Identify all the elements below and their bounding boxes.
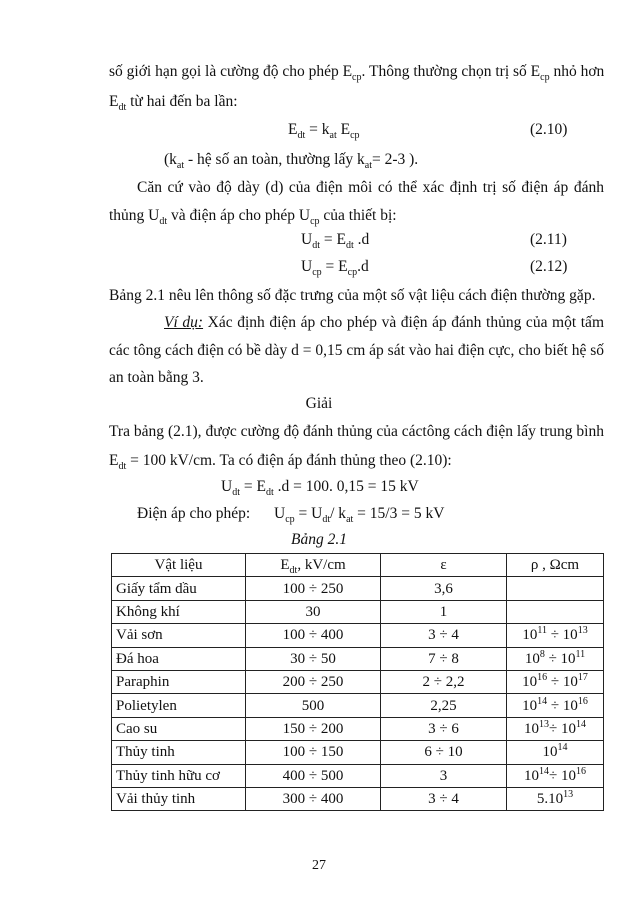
- table-row: [112, 787, 604, 810]
- cell-rho: [507, 624, 604, 647]
- equation-number-2-10: (2.10): [530, 121, 568, 138]
- subscript: dt: [297, 130, 306, 142]
- text-run: ÷ 10: [544, 650, 576, 667]
- safety-factor-note: [164, 150, 418, 170]
- cell-edt: 30: [246, 600, 381, 623]
- text-run: nhỏ hơn: [549, 63, 605, 80]
- subscript: dt: [118, 102, 127, 114]
- cell-rho: [507, 741, 604, 764]
- text-run: 10: [524, 650, 540, 667]
- solution-heading: Giải: [305, 395, 333, 412]
- text-run: U: [221, 478, 233, 495]
- subscript: cp: [540, 72, 550, 84]
- cell-edt: 30 ÷ 50: [246, 647, 381, 670]
- superscript: 16: [537, 672, 548, 684]
- example-line-3: an toàn bằng 3.: [109, 369, 204, 386]
- subscript: at: [364, 160, 372, 172]
- subscript: dt: [312, 240, 320, 252]
- table-row: [112, 624, 604, 647]
- superscript: 11: [575, 648, 586, 660]
- text-run: ÷ 10: [549, 720, 576, 737]
- table-header-row: [112, 554, 604, 577]
- example-line-1: [164, 313, 604, 333]
- cell-edt: 100 ÷ 400: [246, 624, 381, 647]
- subscript: dt: [232, 487, 240, 499]
- cell-material: Cao su: [112, 717, 246, 740]
- table-intro: Bảng 2.1 nêu lên thông số đặc trưng của một số vật liệu cách điện thường gặp.: [109, 287, 596, 304]
- text-run: (k: [164, 151, 177, 168]
- text-run: .d: [357, 258, 369, 275]
- paragraph-2-line-1: Căn cứ vào độ dày (d) của điện môi có thể xác định trị số điện áp đánh: [137, 179, 604, 196]
- text-run: , kV/cm: [297, 557, 346, 574]
- table-row: [112, 694, 604, 717]
- text-run: = U: [294, 505, 323, 522]
- text-run: .d = 100. 0,15 = 15 kV: [273, 478, 419, 495]
- text-run: E: [336, 121, 351, 138]
- solution-line-3: [221, 477, 419, 497]
- cell-epsilon: 3 ÷ 6: [381, 717, 507, 740]
- text-run: E: [109, 452, 119, 469]
- cell-rho: [507, 670, 604, 693]
- solution-line-4-formula: [274, 504, 444, 524]
- text-run: Xác định điện áp cho phép và điện áp đánh thủng của một tấm: [203, 314, 604, 331]
- cell-edt: 300 ÷ 400: [246, 787, 381, 810]
- text-run: ÷ 10: [546, 627, 578, 644]
- example-line-2: các tông cách điện có bề dày d = 0,15 cm áp sát vào hai điện cực, cho biết hệ số: [109, 342, 604, 359]
- equation-number-2-11: (2.11): [530, 231, 567, 248]
- superscript: 14: [537, 695, 548, 707]
- cell-edt: 100 ÷ 150: [246, 741, 381, 764]
- cell-material: Paraphin: [112, 670, 246, 693]
- subscript: cp: [310, 216, 320, 228]
- equation-2-11: [301, 230, 369, 250]
- text-run: E: [288, 121, 298, 138]
- text-run: 10: [522, 674, 538, 691]
- example-label: Ví dụ:: [164, 314, 204, 331]
- paragraph-2-line-2: [109, 206, 397, 226]
- superscript: 11: [537, 625, 547, 637]
- cell-epsilon: 2,25: [381, 694, 507, 717]
- cell-epsilon: 2 ÷ 2,2: [381, 670, 507, 693]
- subscript: dt: [118, 461, 127, 473]
- table-row: [112, 764, 604, 787]
- cell-material: Thủy tinh hữu cơ: [112, 764, 246, 787]
- cell-edt: 400 ÷ 500: [246, 764, 381, 787]
- subscript: dt: [289, 565, 298, 577]
- subscript: at: [346, 514, 354, 526]
- text-run: 10: [524, 720, 539, 737]
- cell-epsilon: 1: [381, 600, 507, 623]
- cell-material: Thủy tinh: [112, 741, 246, 764]
- superscript: 16: [577, 695, 588, 707]
- subscript: at: [176, 160, 185, 172]
- cell-material: Polietylen: [112, 694, 246, 717]
- cell-edt: 200 ÷ 250: [246, 670, 381, 693]
- table-row: [112, 600, 604, 623]
- text-run: / k: [330, 505, 347, 522]
- subscript: dt: [322, 514, 331, 526]
- text-run: U: [301, 258, 313, 275]
- cell-epsilon: 7 ÷ 8: [381, 647, 507, 670]
- subscript: dt: [265, 487, 274, 499]
- text-run: từ hai đến ba lần:: [126, 93, 238, 110]
- text-run: số giới hạn gọi là cường độ cho phép E: [109, 63, 353, 80]
- text-run: ÷ 10: [547, 697, 578, 714]
- cell-epsilon: 3 ÷ 4: [381, 624, 507, 647]
- superscript: 13: [539, 718, 549, 730]
- text-run: = E: [239, 478, 266, 495]
- cell-edt: 150 ÷ 200: [246, 717, 381, 740]
- solution-line-1: Tra bảng (2.1), được cường độ đánh thủng của cáctông cách điện lấy trung bình: [109, 423, 604, 440]
- superscript: 14: [557, 742, 568, 754]
- header-rho: ρ , Ωcm: [507, 554, 604, 577]
- text-run: = E: [319, 231, 346, 248]
- equation-number-2-12: (2.12): [530, 258, 568, 275]
- cell-epsilon: 6 ÷ 10: [381, 741, 507, 764]
- cell-edt: 500: [246, 694, 381, 717]
- table-row: [112, 670, 604, 693]
- cell-epsilon: 3 ÷ 4: [381, 787, 507, 810]
- paragraph-1-line-1: [109, 62, 604, 82]
- text-run: = k: [305, 121, 330, 138]
- page-number: 27: [312, 858, 326, 873]
- header-material: Vật liệu: [112, 554, 246, 577]
- superscript: 8: [539, 648, 545, 660]
- table-caption: Bảng 2.1: [291, 531, 347, 548]
- cell-edt: 100 ÷ 250: [246, 577, 381, 600]
- cell-rho: [507, 717, 604, 740]
- table-row: [112, 577, 604, 600]
- subscript: dt: [345, 240, 354, 252]
- superscript: 16: [575, 765, 586, 777]
- table-body: [112, 577, 604, 811]
- subscript: cp: [312, 267, 322, 279]
- solution-line-4: [137, 504, 250, 524]
- material-properties-table: [111, 553, 604, 811]
- subscript: cp: [350, 130, 360, 142]
- text-run: = 2-3 ).: [371, 151, 419, 168]
- text-run: . Thông thường chọn trị số E: [361, 63, 541, 80]
- text-run: E: [280, 557, 290, 574]
- table-row: [112, 647, 604, 670]
- table-row: [112, 741, 604, 764]
- superscript: 14: [575, 718, 586, 730]
- text-run: U: [274, 505, 286, 522]
- subscript: cp: [347, 267, 358, 279]
- cell-material: Vải sơn: [112, 624, 246, 647]
- equation-2-10: [288, 120, 360, 140]
- text-run: 5.10: [536, 791, 564, 808]
- text-run: 10: [542, 744, 558, 761]
- header-edt: [246, 554, 381, 577]
- cell-material: Không khí: [112, 600, 246, 623]
- text-run: và điện áp cho phép U: [167, 207, 311, 224]
- subscript: at: [329, 130, 337, 142]
- cell-material: Giấy tẩm dầu: [112, 577, 246, 600]
- cell-epsilon: 3,6: [381, 577, 507, 600]
- text-run: U: [301, 231, 313, 248]
- cell-material: Vải thủy tinh: [112, 787, 246, 810]
- cell-rho: [507, 600, 604, 623]
- subscript: dt: [159, 216, 168, 228]
- text-run: ÷ 10: [547, 674, 578, 691]
- text-run: = 15/3 = 5 kV: [353, 505, 445, 522]
- table-row: [112, 717, 604, 740]
- text-run: của thiết bị:: [319, 207, 397, 224]
- paragraph-1-line-2: [109, 92, 238, 112]
- cell-rho: [507, 694, 604, 717]
- text-run: thủng U: [109, 207, 160, 224]
- text-run: 10: [524, 767, 539, 784]
- text-run: E: [109, 93, 119, 110]
- text-run: ÷ 10: [549, 767, 576, 784]
- subscript: cp: [352, 72, 362, 84]
- superscript: 14: [539, 765, 549, 777]
- header-epsilon: ε: [381, 554, 507, 577]
- equation-2-12: [301, 257, 369, 277]
- superscript: 13: [563, 789, 574, 801]
- text-run: - hệ số an toàn, thường lấy k: [184, 151, 365, 168]
- cell-rho: [507, 647, 604, 670]
- text-run: = 100 kV/cm. Ta có điện áp đánh thủng theo (2.10):: [126, 452, 452, 469]
- superscript: 13: [577, 625, 588, 637]
- subscript: cp: [285, 514, 295, 526]
- cell-rho: [507, 577, 604, 600]
- text-run: = E: [321, 258, 348, 275]
- cell-epsilon: 3: [381, 764, 507, 787]
- solution-line-2: [109, 451, 452, 471]
- cell-rho: [507, 764, 604, 787]
- superscript: 17: [577, 672, 588, 684]
- cell-rho: [507, 787, 604, 810]
- text-run: .d: [353, 231, 370, 248]
- text-run: 10: [522, 627, 538, 644]
- text-run: Điện áp cho phép:: [137, 505, 251, 522]
- cell-material: Đá hoa: [112, 647, 246, 670]
- text-run: 10: [522, 697, 538, 714]
